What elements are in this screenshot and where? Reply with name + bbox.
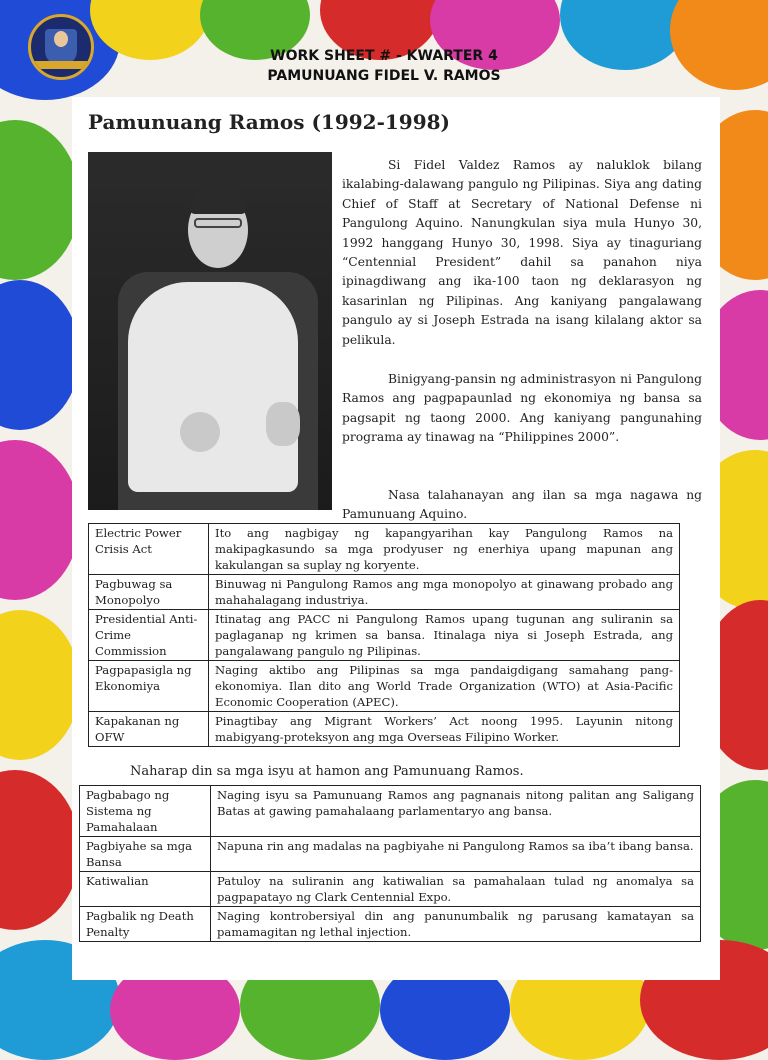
achievement-description: Ito ang nagbigay ng kapangyarihan kay Pangulong Ramos na makipagkasundo sa mga prodyuser ng enerhiya upang mapunan ang kakulangan sa suplay ng koryente.: [209, 524, 680, 575]
worksheet-header-line2: PAMUNUANG FIDEL V. RAMOS: [267, 68, 501, 84]
table-row: [80, 907, 701, 942]
achievement-term: Electric Power Crisis Act: [89, 524, 209, 575]
table-row: [89, 610, 680, 661]
splash-blob: [0, 120, 80, 280]
splash-blob: [0, 770, 80, 930]
achievement-description: Naging aktibo ang Pilipinas sa mga pandaigdigang samahang pang-ekonomiya. Ilan dito ang World Trade Organization (WTO) at Asia-Pacific Economic Cooperation (APEC).: [209, 661, 680, 712]
seal-portrait: [54, 31, 68, 47]
splash-blob: [0, 440, 80, 600]
issues-intro: Naharap din sa mga isyu at hamon ang Pamunuang Ramos.: [130, 764, 524, 779]
photo-hand: [180, 412, 220, 452]
issue-term: Pagbabago ng Sistema ng Pamahalaan: [80, 786, 211, 837]
article-title: Pamunuang Ramos (1992-1998): [88, 110, 451, 134]
issue-term: Katiwalian: [80, 872, 211, 907]
table-row: [80, 837, 701, 872]
achievement-term: Presidential Anti-Crime Commission: [89, 610, 209, 661]
achievement-term: Kapakanan ng OFW: [89, 712, 209, 747]
issues-table: [79, 785, 701, 942]
achievement-term: Pagpapasigla ng Ekonomiya: [89, 661, 209, 712]
achievements-table: [88, 523, 680, 747]
photo-figure: [128, 282, 298, 492]
issue-description: Naging kontrobersiyal din ang panunumbalik ng parusang kamatayan sa pamamagitan ng lethal injection.: [211, 907, 701, 942]
table-row: [89, 575, 680, 610]
issue-term: Pagbiyahe sa mga Bansa: [80, 837, 211, 872]
photo-hair: [190, 188, 246, 214]
photo-glasses: [194, 218, 242, 228]
issue-description: Naging isyu sa Pamunuang Ramos ang pagnanais nitong palitan ang Saligang Batas at gawing pamahalaang parlamentaryo ang bansa.: [211, 786, 701, 837]
photo-hand-right: [266, 402, 300, 446]
issue-description: Patuloy na suliranin ang katiwalian sa pamahalaan tulad ng anomalya sa pagpapatayo ng Clark Centennial Expo.: [211, 872, 701, 907]
splash-blob: [0, 280, 80, 430]
issue-description: Napuna rin ang madalas na pagbiyahe ni Pangulong Ramos sa iba’t ibang bansa.: [211, 837, 701, 872]
economy-paragraph: Binigyang-pansin ng administrasyon ni Pangulong Ramos ang pagpapaunlad ng ekonomiya ng bansa sa pagsapit ng taong 2000. Ang kaniyang pangunahing programa ay tinawag na “Philippines 2000”.: [342, 372, 702, 445]
table-row: [80, 786, 701, 837]
achievement-description: Pinagtibay ang Migrant Workers’ Act noong 1995. Layunin nitong mabigyang-proteksyon ang mga Overseas Filipino Worker.: [209, 712, 680, 747]
achievement-description: Itinatag ang PACC ni Pangulong Ramos upang tugunan ang suliranin sa paglaganap ng krimen sa bansa. Itinalaga niya si Joseph Estrada, ang pangalawang pangulo ng Pilipinas.: [209, 610, 680, 661]
table-row: [80, 872, 701, 907]
worksheet-header: [0, 46, 768, 86]
portrait-photo-icon: [88, 152, 332, 510]
table-intro-paragraph: Nasa talahanayan ang ilan sa mga nagawa ng Pamunuang Aquino.: [342, 488, 702, 522]
table-row: [89, 712, 680, 747]
table-row: [89, 661, 680, 712]
table-row: [89, 524, 680, 575]
intro-paragraph: Si Fidel Valdez Ramos ay naluklok bilang ikalabing-dalawang pangulo ng Pilipinas. Siya ang dating Chief of Staff at Secretary of National Defense ni Pangulong Aquino. Nanungkulan siya mula Hunyo 30, 1992 hanggang Hunyo 30, 1998. Siya ay tinaguriang “Centennial President” dahil sa panahon niya ipinagdiwang ang ika-100 taon ng deklarasyon ng kasarinlan ng Pilipinas. Ang kaniyang pangalawang pangulo ay si Joseph Estrada na isang kilalang aktor sa pelikula.: [342, 158, 702, 347]
achievement-description: Binuwag ni Pangulong Ramos ang mga monopolyo at ginawang probado ang mahahalagang industriya.: [209, 575, 680, 610]
worksheet-header-line1: WORK SHEET # - KWARTER 4: [270, 48, 498, 64]
splash-blob: [0, 610, 80, 760]
issue-term: Pagbalik ng Death Penalty: [80, 907, 211, 942]
achievement-term: Pagbuwag sa Monopolyo: [89, 575, 209, 610]
